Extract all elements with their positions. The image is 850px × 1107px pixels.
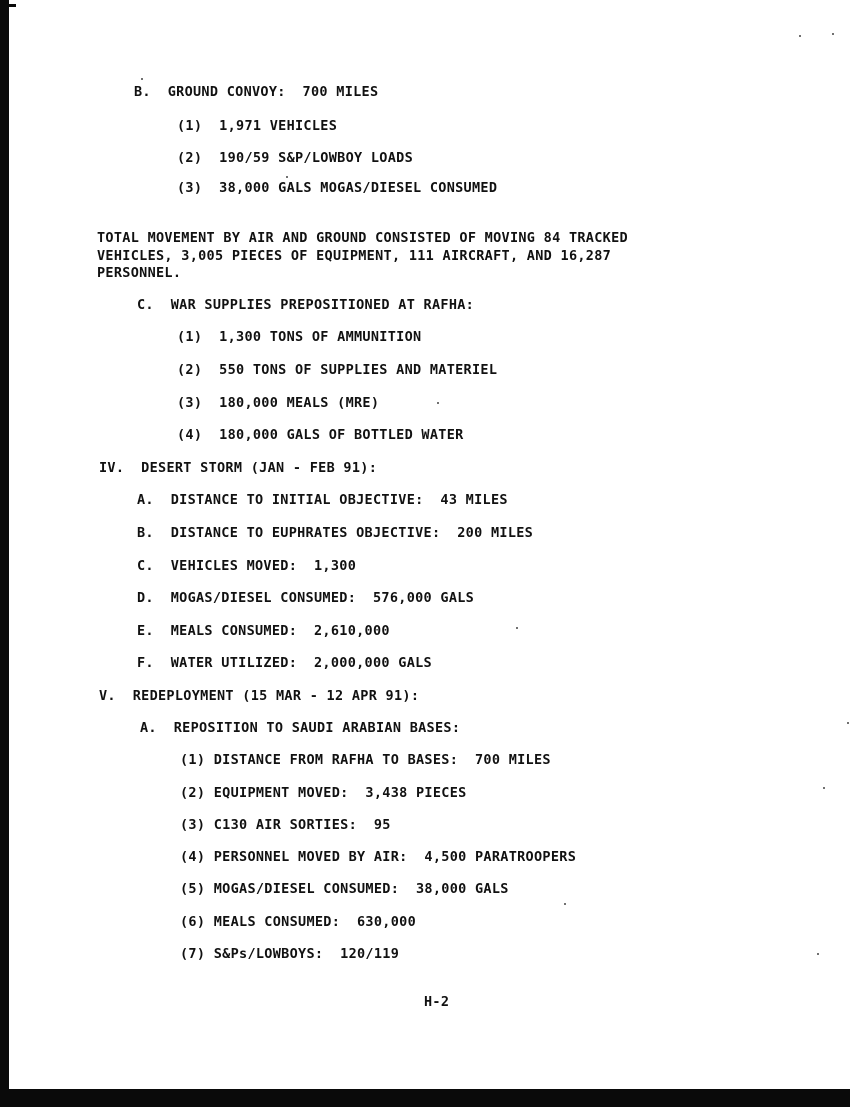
scan-border-bottom: [0, 1089, 850, 1107]
item-reposition-bases: A. REPOSITION TO SAUDI ARABIAN BASES:: [140, 720, 461, 736]
scan-speck: [516, 627, 518, 629]
scan-mark-top: [0, 4, 16, 7]
item-personnel-by-air: (4) PERSONNEL MOVED BY AIR: 4,500 PARATROOPERS: [180, 849, 577, 865]
item-supplies-materiel: (2) 550 TONS OF SUPPLIES AND MATERIEL: [177, 362, 498, 378]
item-fuel-redeployment: (5) MOGAS/DIESEL CONSUMED: 38,000 GALS: [180, 881, 509, 897]
item-distance-to-bases: (1) DISTANCE FROM RAFHA TO BASES: 700 MILES: [180, 752, 551, 768]
item-fuel-consumed: (3) 38,000 GALS MOGAS/DIESEL CONSUMED: [177, 180, 498, 196]
scan-speck: [823, 787, 825, 789]
item-vehicles: (1) 1,971 VEHICLES: [177, 118, 338, 134]
item-mogas-diesel: D. MOGAS/DIESEL CONSUMED: 576,000 GALS: [137, 590, 475, 606]
scan-speck: [832, 33, 834, 35]
item-ammunition: (1) 1,300 TONS OF AMMUNITION: [177, 329, 422, 345]
item-meals-mre: (3) 180,000 MEALS (MRE): [177, 395, 380, 411]
scan-speck: [437, 402, 439, 404]
item-water-utilized: F. WATER UTILIZED: 2,000,000 GALS: [137, 655, 432, 671]
summary-paragraph: TOTAL MOVEMENT BY AIR AND GROUND CONSISTED OF MOVING 84 TRACKED VEHICLES, 3,005 PIECES OF EQUIPMENT, 111 AIRCRAFT, AND 16,287 PERSONNEL.: [97, 230, 628, 281]
scan-border-left: [0, 0, 9, 1107]
item-meals-consumed: E. MEALS CONSUMED: 2,610,000: [137, 623, 390, 639]
item-vehicles-moved: C. VEHICLES MOVED: 1,300: [137, 558, 357, 574]
item-meals-redeployment: (6) MEALS CONSUMED: 630,000: [180, 914, 416, 930]
item-war-supplies: C. WAR SUPPLIES PREPOSITIONED AT RAFHA:: [137, 297, 475, 313]
item-initial-objective: A. DISTANCE TO INITIAL OBJECTIVE: 43 MILES: [137, 492, 508, 508]
page-number: H-2: [424, 994, 450, 1010]
item-ground-convoy: B. GROUND CONVOY: 700 MILES: [134, 84, 379, 100]
section-heading-redeployment: V. REDEPLOYMENT (15 MAR - 12 APR 91):: [99, 688, 420, 704]
item-c130-sorties: (3) C130 AIR SORTIES: 95: [180, 817, 391, 833]
scan-speck: [847, 722, 849, 724]
item-bottled-water: (4) 180,000 GALS OF BOTTLED WATER: [177, 427, 464, 443]
scan-speck: [817, 953, 819, 955]
item-equipment-moved: (2) EQUIPMENT MOVED: 3,438 PIECES: [180, 785, 467, 801]
section-heading-desert-storm: IV. DESERT STORM (JAN - FEB 91):: [99, 460, 378, 476]
scan-speck: [799, 35, 801, 37]
item-euphrates-objective: B. DISTANCE TO EUPHRATES OBJECTIVE: 200 MILES: [137, 525, 534, 541]
item-sps-lowboys: (7) S&Ps/LOWBOYS: 120/119: [180, 946, 400, 962]
scan-speck: [141, 78, 143, 80]
scan-speck: [286, 176, 288, 178]
scan-speck: [564, 903, 566, 905]
item-lowboy-loads: (2) 190/59 S&P/LOWBOY LOADS: [177, 150, 413, 166]
